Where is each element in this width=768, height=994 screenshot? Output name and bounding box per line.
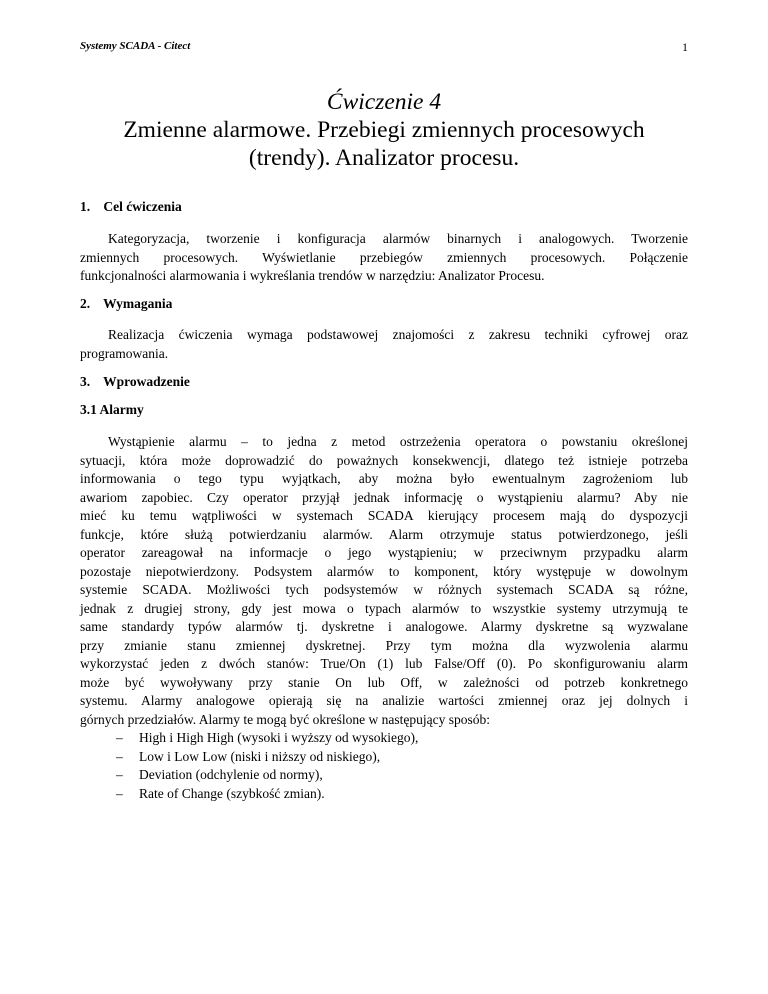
section-1-heading bbox=[80, 199, 182, 215]
paragraph-line: jednak z drugiej strony, gdy jest mowa o typach alarmów to wszystkie systemy utrzymują te bbox=[80, 600, 688, 616]
subsection-3-1-paragraph bbox=[80, 433, 688, 729]
paragraph-line: funkcjonalności alarmowania i wykreślania trendów w narzędziu: Analizator Procesu. bbox=[80, 268, 545, 283]
paragraph-line: systemu. Alarmy analogowe opierają się na analizie wartości zmiennej oraz jej dolnych i bbox=[80, 693, 688, 708]
list-item-text: High i High High (wysoki i wyższy od wysokiego), bbox=[139, 730, 419, 745]
paragraph-line: może być wywoływany przy stanie On lub Off, w zależności od potrzeb konkretnego bbox=[80, 674, 688, 690]
running-header bbox=[80, 40, 688, 56]
paragraph-line: funkcje, które służą potwierdzaniu alarmów. Alarm otrzymuje status potwierdzonego, jeśli bbox=[80, 526, 688, 542]
list-item bbox=[116, 729, 676, 748]
section-3-heading bbox=[80, 374, 190, 390]
section-3-title: Wprowadzenie bbox=[103, 374, 190, 389]
subsection-3-1-heading bbox=[80, 402, 144, 418]
list-item-text: Low i Low Low (niski i niższy od niskiego), bbox=[139, 748, 381, 764]
paragraph-line: przy zmianie stanu zmiennej dyskretnej. Przy tym można dla wyzwolenia alarmu bbox=[80, 637, 688, 653]
running-title: Systemy SCADA - Citect bbox=[80, 40, 191, 52]
section-3-number: 3. bbox=[80, 374, 91, 389]
paragraph-line: informowania o tego typu wyjątkach, aby można było ewentualnym zagrożeniom lub bbox=[80, 471, 688, 486]
list-item-text: Rate of Change (szybkość zmian). bbox=[139, 785, 325, 801]
list-dash: – bbox=[116, 785, 123, 801]
paragraph-line: pozostaje niepotwierdzony. Podsystem alarmów to komponent, który występuje w dowolnym bbox=[80, 563, 688, 579]
alarm-types-list bbox=[116, 729, 676, 803]
list-dash: – bbox=[116, 748, 123, 764]
paragraph-line: same standardy typów alarmów tj. dyskretne i analogowe. Alarmy dyskretne są wyzwalane bbox=[80, 619, 688, 634]
paragraph-line: operator zareagował na informacje o jego wystąpieniu; w przeciwnym przypadku alarm bbox=[80, 545, 688, 560]
paragraph-line: górnych przedziałów. Alarmy te mogą być określone w następujący sposób: bbox=[80, 711, 491, 727]
paragraph-line: systemie SCADA. Możliwości tych podsystemów w różnych systemach SCADA są różne, bbox=[80, 582, 688, 597]
paragraph-line: wykorzystać jeden z dwóch stanów: True/On (1) lub False/Off (0). Po skonfigurowaniu alarm bbox=[80, 656, 688, 671]
list-item bbox=[116, 766, 676, 785]
page-number: 1 bbox=[682, 40, 688, 54]
title-line-1: Zmienne alarmowe. Przebiegi zmiennych procesowych bbox=[123, 117, 645, 143]
paragraph-line: zmiennych procesowych. Wyświetlanie przebiegów zmiennych procesowych. Połączenie bbox=[80, 249, 688, 265]
paragraph-line: sytuacji, która może doprowadzić do poważnych konsekwencji, dlatego też istnieje potrzeba bbox=[80, 452, 688, 468]
section-1-title: Cel ćwiczenia bbox=[103, 199, 182, 214]
title-line-2: (trendy). Analizator procesu. bbox=[248, 145, 520, 171]
section-2-number: 2. bbox=[80, 296, 91, 311]
subsection-3-1-title: 3.1 Alarmy bbox=[80, 402, 144, 417]
list-item-text: Deviation (odchylenie od normy), bbox=[139, 767, 323, 782]
paragraph-line: programowania. bbox=[80, 345, 169, 361]
list-dash: – bbox=[116, 767, 123, 782]
section-2-title: Wymagania bbox=[103, 296, 173, 311]
section-2-heading bbox=[80, 296, 172, 312]
chapter-title: Ćwiczenie 4 bbox=[326, 89, 442, 115]
paragraph-line: mieć ku temu wątpliwości w systemach SCADA kierujący procesem mają do dyspozycji bbox=[80, 508, 688, 523]
list-item bbox=[116, 785, 676, 804]
paragraph-line: Realizacja ćwiczenia wymaga podstawowej znajomości z zakresu techniki cyfrowej oraz bbox=[108, 327, 688, 342]
list-dash: – bbox=[116, 730, 123, 745]
section-2-paragraph bbox=[80, 326, 688, 363]
paragraph-line: Wystąpienie alarmu – to jedna z metod ostrzeżenia operatora o powstaniu określonej bbox=[108, 434, 688, 449]
list-item bbox=[116, 748, 676, 767]
document-title bbox=[60, 88, 708, 172]
section-1-number: 1. bbox=[80, 199, 91, 214]
section-1-paragraph bbox=[80, 230, 688, 286]
paragraph-line: awariom zapobiec. Czy operator przyjął jednak informację o wystąpieniu alarmu? Aby nie bbox=[80, 489, 688, 505]
paragraph-line: Kategoryzacja, tworzenie i konfiguracja alarmów binarnych i analogowych. Tworzenie bbox=[108, 231, 688, 246]
